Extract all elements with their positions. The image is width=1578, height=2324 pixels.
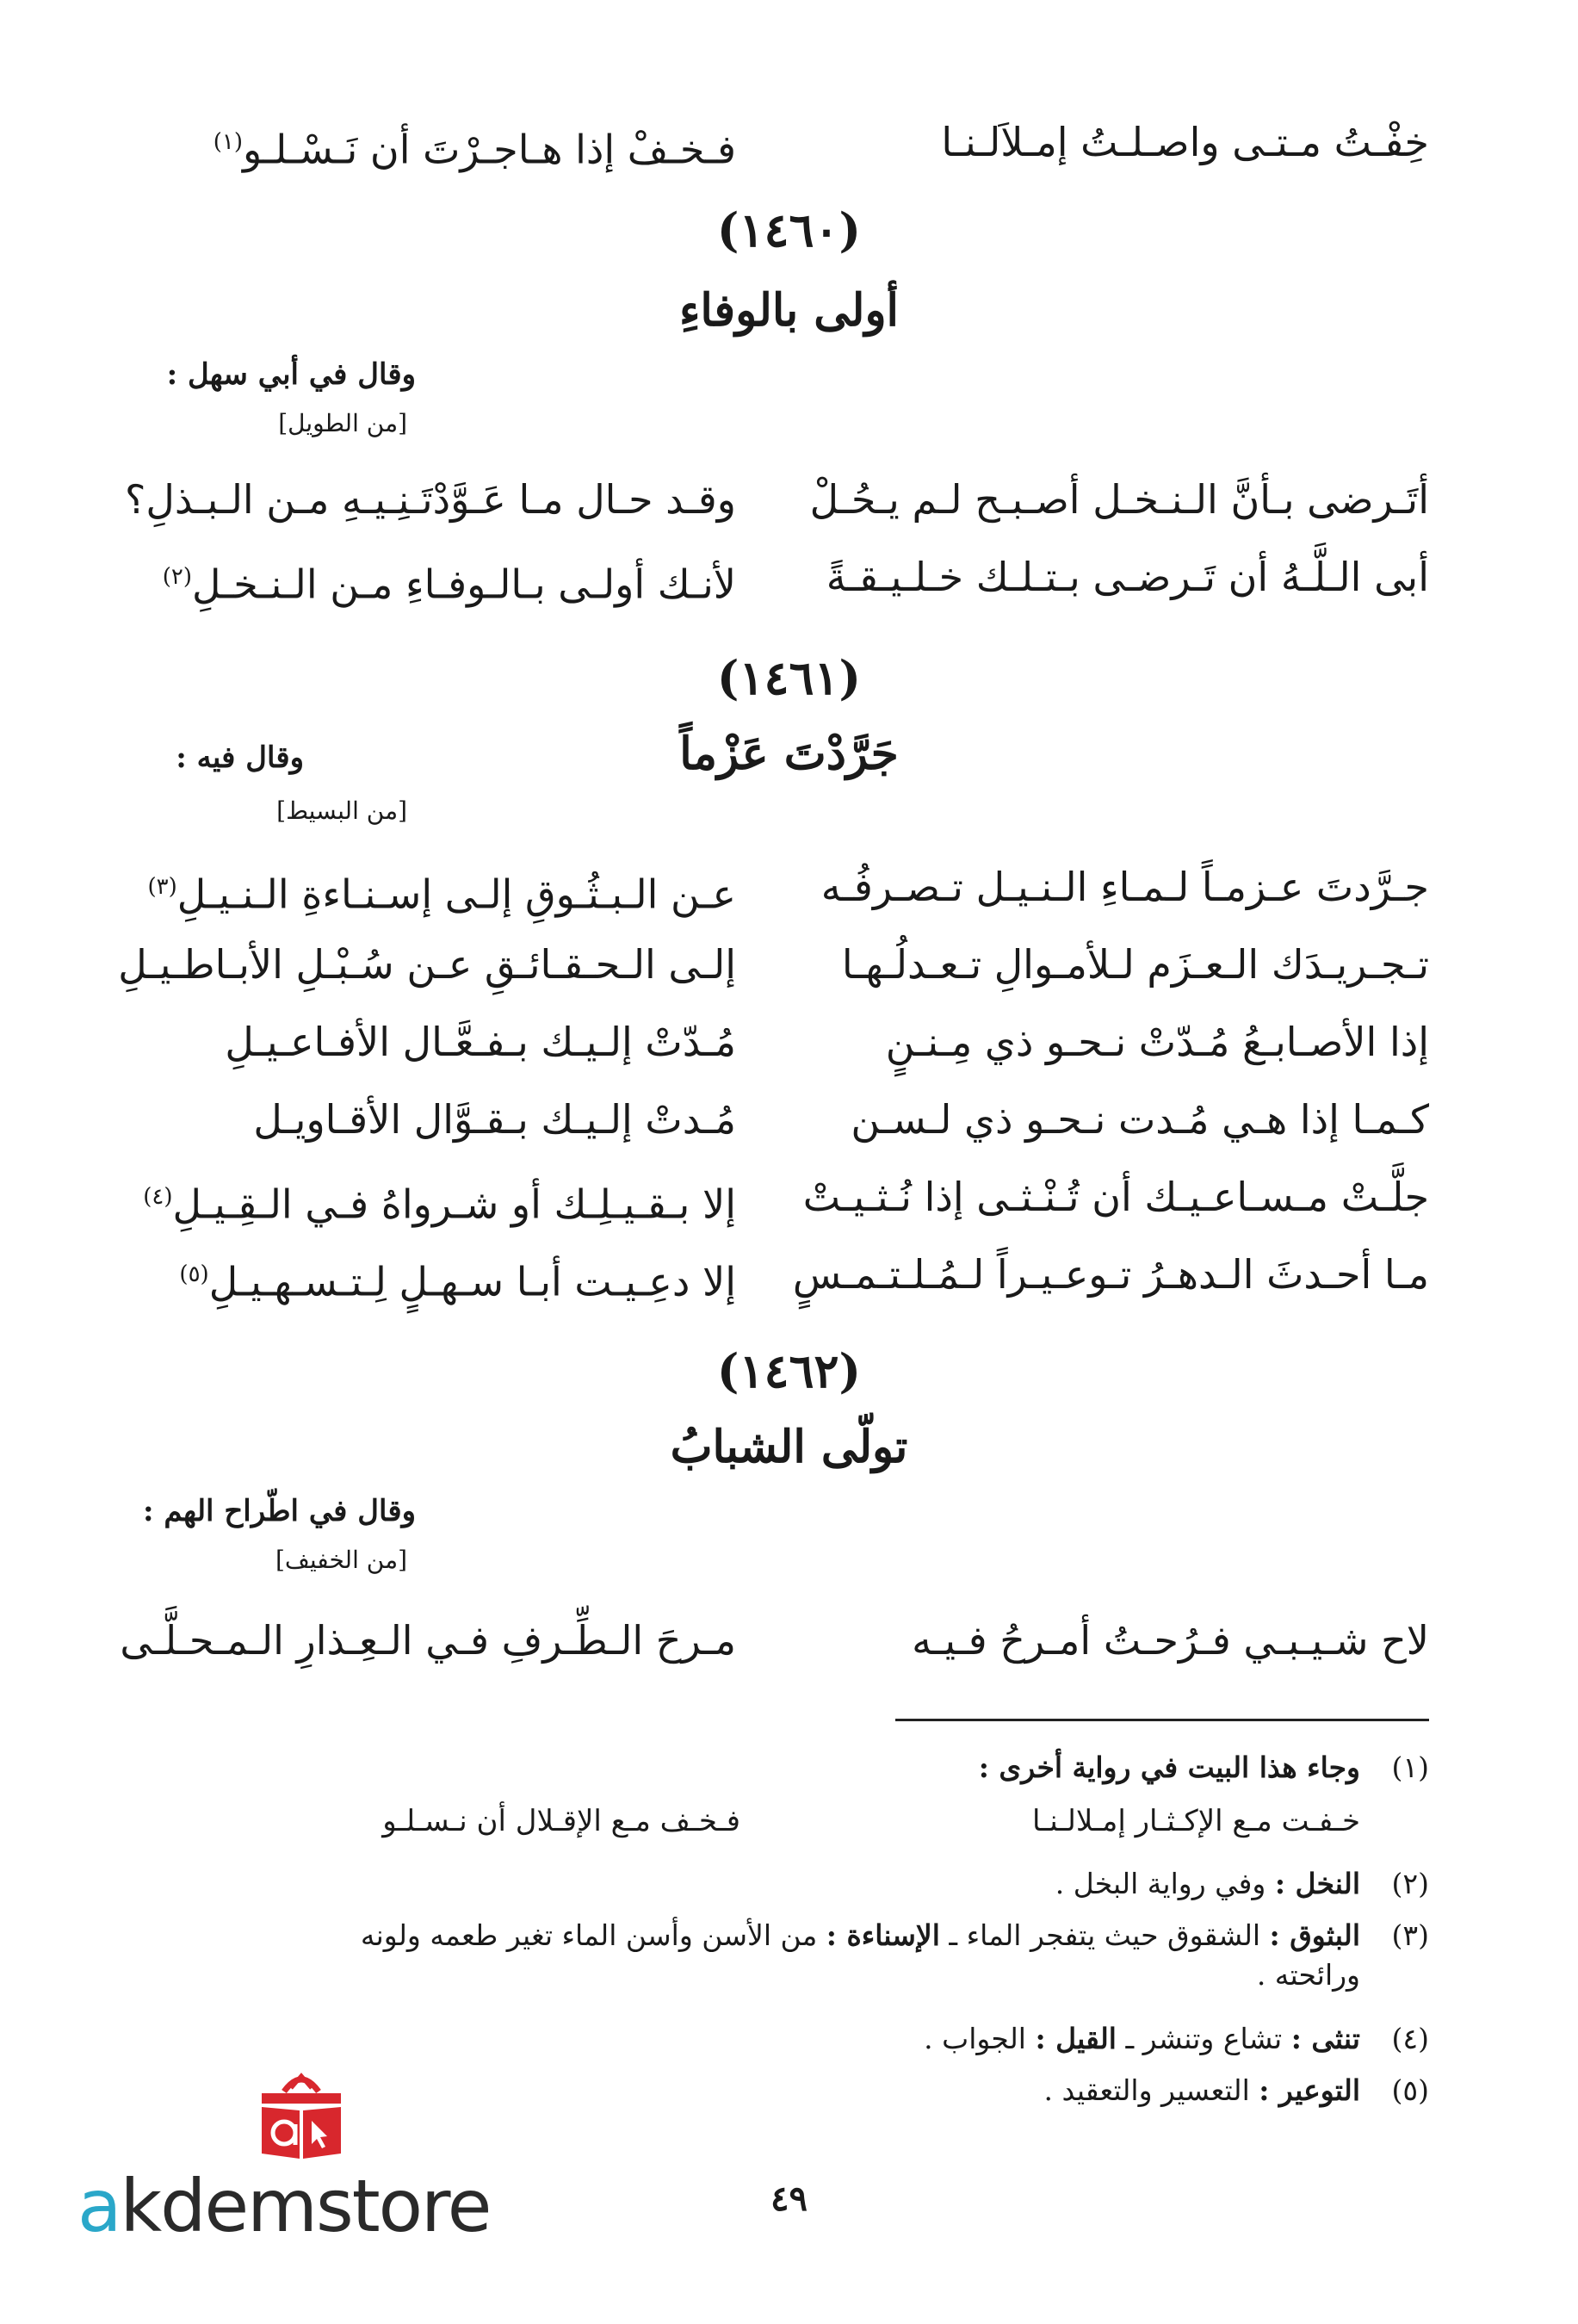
poem-meter: [من البسيط]: [276, 796, 407, 825]
logo-wordmark: akdemstore: [77, 2164, 491, 2248]
hemistich-right: خِفْـتُ مـتـى واصـلـتُ إمـلاَلـنـا: [941, 119, 1429, 165]
hemistich-right: أتَـرضى بـأنَّ الـنـخـل أصـبـح لـم يـحُـلْ: [809, 476, 1429, 523]
hemistich-right: جلَّـتْ مـسـاعـيـك أن تُـنْـثـى إذا نُـثـيـتْ: [802, 1174, 1429, 1220]
verse: [121, 469, 1429, 530]
poem-title: أولى بالوفاءِ: [678, 284, 900, 337]
footnote-verse: [121, 1804, 1360, 1847]
hemistich-right: إذا الأصـابـعُ مُـدّتْ نـحـو ذي مِـنـنٍ: [885, 1019, 1429, 1065]
hemistich-left: إلا دعِـيـت أبـا سـهـلٍ لِـتـسـهـيـلِ$^{(٥)}$: [179, 1258, 736, 1305]
footnote-term: النخل :: [1274, 1867, 1360, 1900]
footnote-number: (٢): [1391, 1867, 1429, 1900]
poem-number: (١٤٦٢): [716, 1343, 862, 1398]
page-number: ٤٩: [770, 2178, 808, 2219]
verse: [121, 547, 1429, 607]
poem-intro: وقال في اطّراح الهم :: [143, 1494, 416, 1528]
verse: [121, 1089, 1429, 1150]
footnote-1: [121, 1748, 1429, 1788]
footnote-mark: (٤): [143, 1184, 173, 1210]
footnote-text: وجاء هذا البيت في رواية أخرى :: [978, 1751, 1360, 1784]
verse: [121, 1167, 1429, 1227]
footnote-number: (٤): [1391, 2022, 1429, 2055]
poem-title: تولّى الشبابُ: [670, 1421, 908, 1473]
hemistich-left: عـن الـبـثُـوقِ إلـى إسـنـاءةِ الـنـيـلِ$^{(٣)}$: [147, 871, 736, 918]
hemistich-left: إلـى الـحـقـائـقِ عـن سُـبْـلِ الأبـاطـيـلِ: [118, 941, 736, 988]
hemistich-right: لاح شـيـبـي فـرُحـتُ أمـرحُ فـيـه: [912, 1617, 1429, 1664]
hemistich-left: مُـدّتْ إلـيـك بـفـعَّـال الأفـاعـيـلِ: [225, 1019, 736, 1065]
hemistich-left: لأنـك أولـى بـالـوفـاءِ مـن الـنـخـلِ$^{(٢)}$: [162, 561, 736, 608]
poem-intro: وقال فيه :: [176, 741, 304, 775]
footnote-mark: (١): [213, 129, 244, 155]
footnote-number: (٣): [1391, 1918, 1429, 1952]
footnote-mark: (٢): [162, 564, 192, 590]
hemistich-right: أبى الـلَّـهُ أن تَـرضـى بـتـلـك خـلـيـقـةً: [826, 554, 1429, 600]
footnote-term: الإسناءة :: [826, 1918, 940, 1952]
hemistich-left: فـخـف مـع الإقـلال أن نـسـلـو: [382, 1804, 740, 1838]
verse: [121, 857, 1429, 917]
poem-number: (١٤٦١): [716, 650, 862, 705]
hemistich-right: تـجـريـدَك الـعـزَم لـلأمـوالِ تـعـدلُـهـا: [841, 941, 1429, 988]
poem-number: (١٤٦٠): [716, 202, 862, 257]
hemistich-left: مُـدتْ إلـيـك بـقـوَّال الأقـاويـل: [253, 1096, 736, 1143]
footnote-term: تنثى :: [1290, 2022, 1360, 2055]
poem-meter: [من الطويل]: [278, 409, 407, 437]
footnote-term: القيل :: [1035, 2022, 1117, 2055]
footnote-4: (٤) تنثى : تشاع وتنشر ـ القيل : الجواب .: [121, 2019, 1429, 2059]
footnote-mark: (٥): [179, 1261, 209, 1287]
footnote-term: البثوق :: [1269, 1918, 1360, 1952]
verse: [118, 934, 1429, 995]
hemistich-right: جـرَّدتَ عـزمـاً لـمـاءِ الـنـيـل تـصـرفُـه: [820, 864, 1429, 910]
hemistich-left: إلا بـقـيـلِـك أو شـرواهُ فـي الـقِـيـلِ$^{(٤)}$: [143, 1181, 736, 1228]
poem-intro: وقال في أبي سهل :: [166, 357, 416, 392]
verse-top: [121, 112, 1429, 172]
footnote-2: [121, 1864, 1429, 1904]
footnote-number: (١): [1391, 1751, 1429, 1784]
poem-meter: [من الخفيف]: [275, 1546, 407, 1574]
hemistich-right: مـا أحـدثَ الـدهـرُ تـوعـيـراً لـمُـلـتـمـسٍ: [792, 1251, 1429, 1298]
verse: [121, 1610, 1429, 1670]
footnote-text: التعسير والتعقيد .: [1043, 2073, 1259, 2107]
akdemstore-logo: [77, 2062, 525, 2248]
footnote-3: (٣) البثوق : الشقوق حيث يتفجر الماء ـ الإسناءة : من الأسن وأسن الماء تغير طعمه ولونه ورائحته .: [121, 1916, 1429, 2002]
footnote-mark: (٣): [147, 874, 177, 900]
hemistich-right: خـفـت مـع الإكـثـار إمـلالـنـا: [1031, 1804, 1360, 1838]
poem-title: جَرَّدْتَ عَزْماً: [679, 728, 899, 780]
footnote-text: وفي رواية البخل .: [1055, 1867, 1275, 1900]
footnote-number: (٥): [1391, 2073, 1429, 2107]
hemistich-left: فـخـفْ إذا هـاجـرْتَ أن نَـسْـلـو$^{(١)}$: [213, 126, 736, 173]
verse: [121, 1012, 1429, 1072]
hemistich-left: وقـد حـال مـا عَـوَّدْتَـنِـيـهِ مـن الـبـذلِ؟: [125, 476, 736, 523]
book-bag-icon: [250, 2062, 353, 2166]
footnote-divider: [895, 1719, 1429, 1721]
hemistich-right: كـمـا إذا هـي مُـدت نـحـو ذي لـسـن: [851, 1096, 1429, 1143]
verse: [121, 1244, 1429, 1305]
hemistich-left: مـرحَ الـطِّـرفِ فـي الـعِـذارِ الـمـحـلَّـى: [120, 1617, 736, 1664]
footnote-term: التوعير :: [1259, 2073, 1360, 2107]
